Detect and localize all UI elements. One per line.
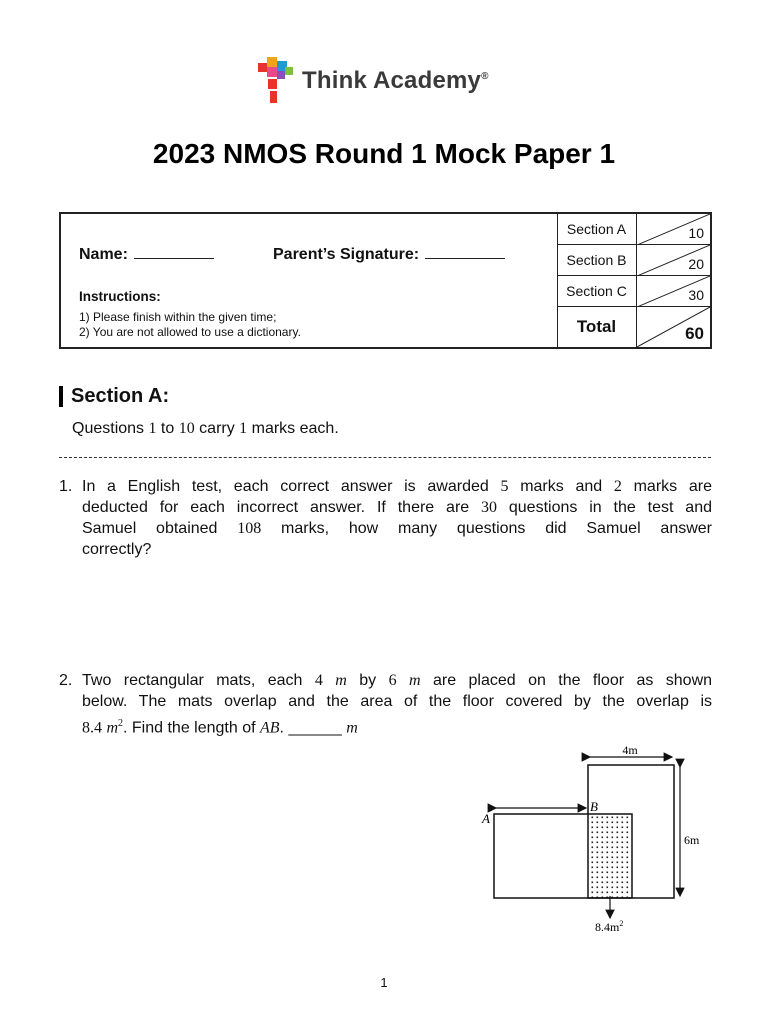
score-max: 60 (685, 324, 704, 343)
score-max: 10 (688, 225, 704, 241)
point-b-label: B (590, 799, 598, 814)
score-max: 30 (688, 287, 704, 303)
instruction-item: 2) You are not allowed to use a dictionary. (79, 325, 301, 339)
question-line: Two rectangular mats, each 4 m by 6 m are placed on the floor as shown (82, 672, 713, 689)
question-number: 1. (59, 478, 73, 495)
question-line: 8.4 $m^2$. Find the length of AB. ______ m (82, 718, 358, 737)
overlap-region (588, 814, 632, 898)
score-row-section-b (557, 245, 710, 276)
signature-label: Parent’s Signature: (273, 246, 420, 263)
signature-field (273, 244, 505, 264)
dashed-divider (59, 457, 711, 458)
score-label: Section A (557, 214, 637, 244)
info-left (61, 214, 558, 347)
name-blank[interactable] (134, 244, 214, 259)
instructions-heading: Instructions: (79, 289, 161, 304)
question-line: Samuel obtained 108 marks, how many questions did Samuel answer (82, 520, 713, 537)
think-academy-logo (258, 55, 518, 110)
question-line: correctly? (82, 541, 152, 558)
logo-mark-icon (258, 55, 298, 107)
score-label: Section B (557, 245, 637, 275)
signature-blank[interactable] (425, 244, 505, 259)
page-number: 1 (380, 975, 388, 990)
point-a-label: A (482, 811, 490, 826)
instruction-item: 1) Please finish within the given time; (79, 310, 277, 324)
score-row-section-a (557, 214, 710, 245)
name-field (79, 244, 214, 264)
score-cell[interactable] (637, 307, 710, 347)
name-label: Name: (79, 246, 128, 263)
height-label: 6m (684, 833, 700, 847)
question-line: deducted for each incorrect answer. If there are 30 questions in the test and (82, 499, 712, 516)
score-label: Section C (557, 276, 637, 306)
score-cell[interactable] (637, 276, 710, 306)
info-box (59, 212, 712, 349)
score-row-total (557, 307, 710, 347)
area-label: $8.4m^2$ (595, 919, 624, 934)
section-note: Questions 1 to 10 carry 1 marks each. (72, 420, 339, 437)
width-label: 4m (622, 743, 638, 757)
score-cell[interactable] (637, 214, 710, 244)
section-title: Section A: (71, 385, 170, 407)
page-title: 2023 NMOS Round 1 Mock Paper 1 (152, 138, 616, 169)
mats-diagram (470, 740, 710, 940)
section-bar (59, 386, 63, 407)
score-label: Total (557, 307, 637, 347)
question-number: 2. (59, 672, 73, 689)
question-line: In a English test, each correct answer is awarded 5 marks and 2 marks are (82, 478, 712, 495)
score-max: 20 (688, 256, 704, 272)
score-row-section-c (557, 276, 710, 307)
score-cell[interactable] (637, 245, 710, 275)
brand-name: Think Academy® (302, 67, 489, 94)
question-line: below. The mats overlap and the area of the floor covered by the overlap is (82, 693, 712, 710)
